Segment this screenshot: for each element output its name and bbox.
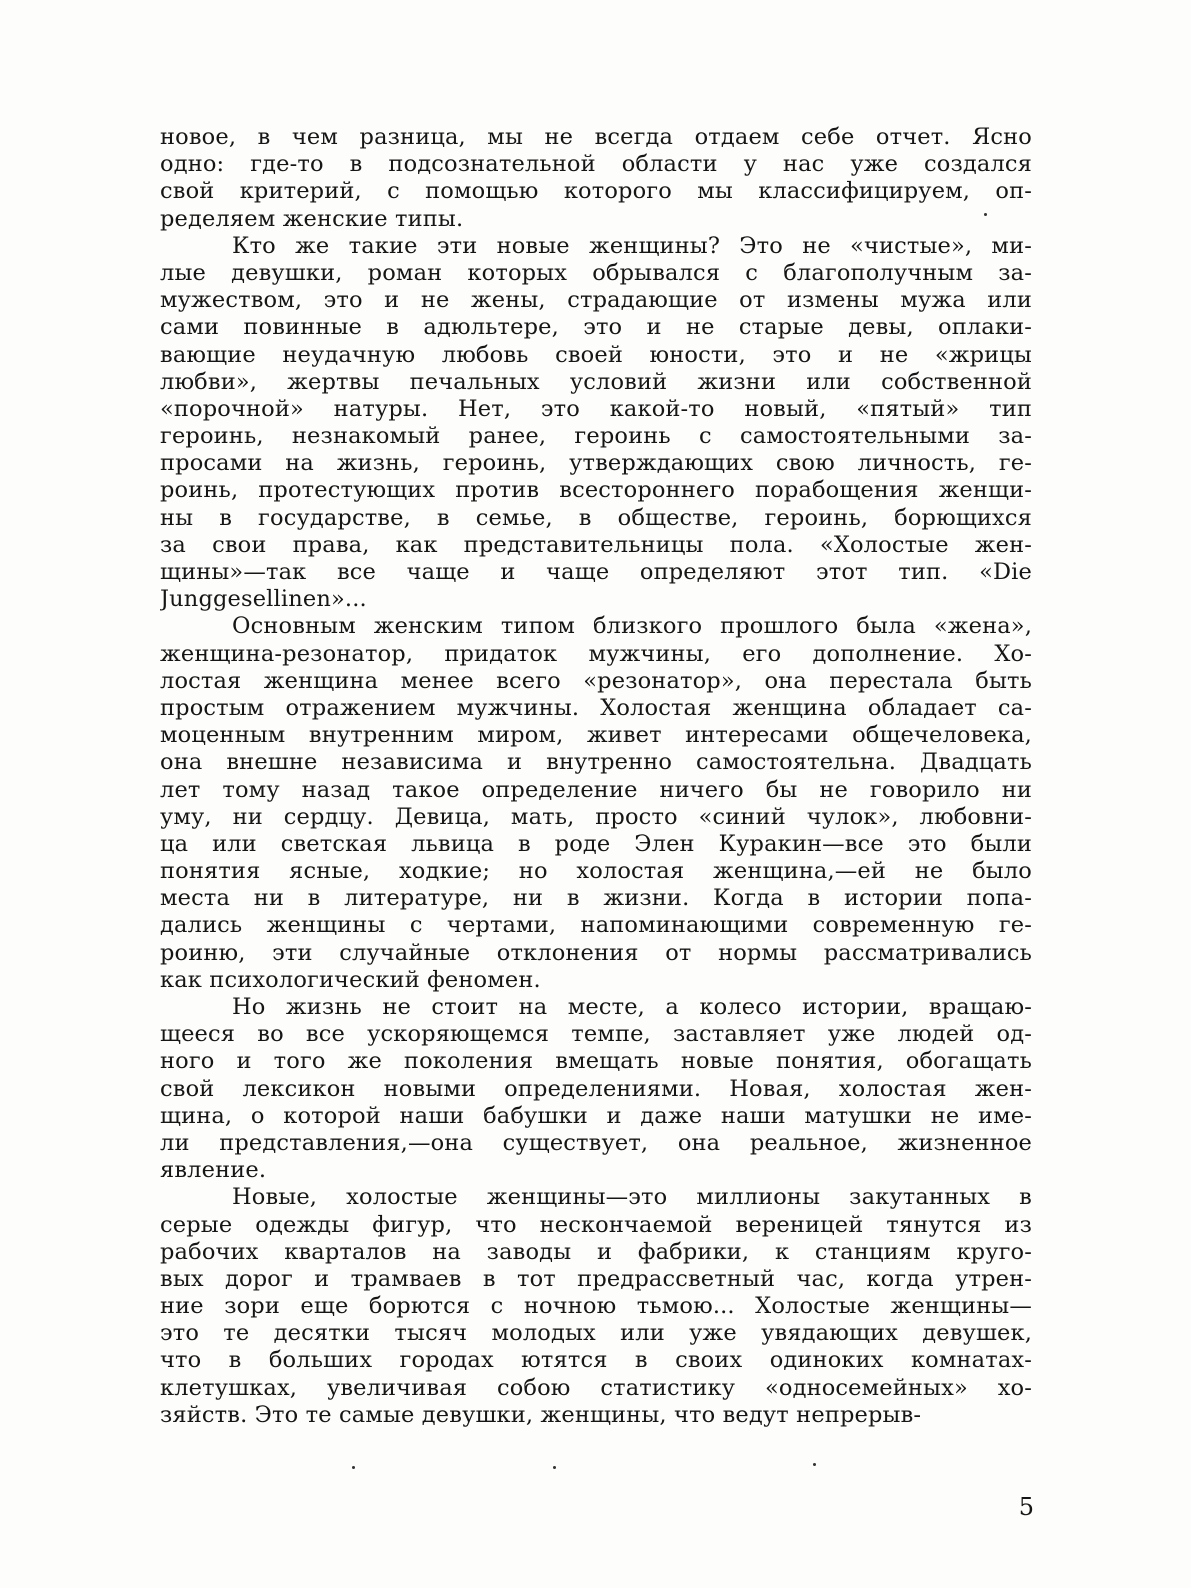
paragraph — [160, 994, 1032, 1184]
text-line: ца или светская львица в роде Элен Куракин—все это были — [160, 830, 1032, 857]
text-line: героинь, незнакомый ранее, героинь с самостоятельными за- — [160, 423, 1032, 450]
text-line: лет тому назад такое определение ничего бы не говорило ни — [160, 776, 1032, 803]
text-line: щины»—так все чаще и чаще определяют этот тип. «Die — [160, 559, 1032, 585]
text-line: роинь, протестующих против всестороннего порабощения женщи- — [160, 477, 1032, 504]
text-line: дались женщины с чертами, напоминающими современную ге- — [160, 912, 1032, 939]
text-line: свой лексикон новыми определениями. Новая, холостая жен- — [160, 1075, 1032, 1102]
text-line: рабочих кварталов на заводы и фабрики, к станциям круго- — [160, 1238, 1032, 1265]
paragraph — [160, 233, 1032, 614]
print-speck — [984, 213, 987, 216]
text-line: что в больших городах ютятся в своих одиноких комнатах- — [160, 1347, 1032, 1374]
text-line: моценным внутренним миром, живет интересами общечеловека, — [160, 722, 1032, 749]
text-line: простым отражением мужчины. Холостая женщина обладает са- — [160, 694, 1032, 721]
text-line: вающие неудачную любовь своей юности, это и не «жрицы — [160, 341, 1032, 368]
text-line: вых дорог и трамваев в тот предрассветный час, когда утрен- — [160, 1265, 1032, 1292]
page-number: 5 — [1018, 1493, 1034, 1521]
text-line: свой критерий, с помощью которого мы классифицируем, оп- — [160, 178, 1032, 205]
text-line: ние зори еще борются с ночною тьмою... Холостые женщины— — [160, 1293, 1032, 1320]
print-speck — [352, 1466, 355, 1469]
text-line: «порочной» натуры. Нет, это какой-то новый, «пятый» тип — [160, 395, 1032, 422]
print-speck — [813, 1463, 816, 1466]
text-line: клетушках, увеличивая собою статистику «односемейных» хо- — [160, 1374, 1032, 1401]
text-line: Кто же такие эти новые женщины? Это не «чистые», ми- — [232, 232, 1032, 259]
text-line: новое, в чем разница, мы не всегда отдаем себе отчет. Ясно — [160, 124, 1032, 150]
text-line: как психологический феномен. — [160, 966, 541, 993]
text-line: ределяем женские типы. — [160, 205, 464, 232]
text-line: просами на жизнь, героинь, утверждающих свою личность, ге- — [160, 450, 1032, 477]
text-line: женщина-резонатор, придаток мужчины, его дополнение. Хо- — [160, 640, 1032, 667]
text-line: ного и того же поколения вмещать новые понятия, обогащать — [160, 1048, 1032, 1075]
text-line: лостая женщина менее всего «резонатор», она перестала быть — [160, 667, 1032, 694]
text-line: за свои права, как представительницы пола. «Холостые жен- — [160, 531, 1032, 558]
text-line: явление. — [160, 1157, 267, 1184]
paragraph — [160, 1184, 1032, 1429]
text-line: лые девушки, роман которых обрывался с благополучным за- — [160, 259, 1032, 286]
text-line: Junggesellinen»... — [160, 586, 367, 613]
text-line: щина, о которой наши бабушки и даже наши матушки не име- — [160, 1102, 1032, 1129]
text-line: Новые, холостые женщины—это миллионы закутанных в — [232, 1184, 1032, 1211]
text-line: сами повинные в адюльтере, это и не старые девы, оплаки- — [160, 314, 1032, 341]
print-speck — [553, 1466, 556, 1469]
text-line: понятия ясные, ходкие; но холостая женщина,—ей не было — [160, 858, 1032, 885]
text-line: Но жизнь не стоит на месте, а колесо истории, вращаю- — [232, 994, 1032, 1020]
text-line: уму, ни сердцу. Девица, мать, просто «синий чулок», любовни- — [160, 803, 1032, 830]
body-text — [160, 124, 1032, 1429]
text-line: серые одежды фигур, что нескончаемой вереницей тянутся из — [160, 1211, 1032, 1238]
text-line: места ни в литературе, ни в жизни. Когда в истории попа- — [160, 885, 1032, 912]
paragraph — [160, 613, 1032, 994]
text-line: ны в государстве, в семье, в обществе, героинь, борющихся — [160, 504, 1032, 531]
text-line: одно: где-то в подсознательной области у нас уже создался — [160, 151, 1032, 178]
text-line: это те десятки тысяч молодых или уже увядающих девушек, — [160, 1320, 1032, 1347]
text-line: ли представления,—она существует, она реальное, жизненное — [160, 1129, 1032, 1156]
text-line: роиню, эти случайные отклонения от нормы рассматривались — [160, 939, 1032, 966]
text-line: любви», жертвы печальных условий жизни или собственной — [160, 368, 1032, 395]
text-line: она внешне независима и внутренно самостоятельна. Двадцать — [160, 749, 1032, 776]
text-line: Основным женским типом близкого прошлого была «жена», — [232, 613, 1032, 640]
text-line: щееся во все ускоряющемся темпе, заставляет уже людей од- — [160, 1021, 1032, 1048]
paragraph — [160, 124, 1032, 233]
text-line: мужеством, это и не жены, страдающие от измены мужа или — [160, 287, 1032, 314]
text-line: зяйств. Это те самые девушки, женщины, что ведут непрерыв- — [160, 1401, 922, 1428]
